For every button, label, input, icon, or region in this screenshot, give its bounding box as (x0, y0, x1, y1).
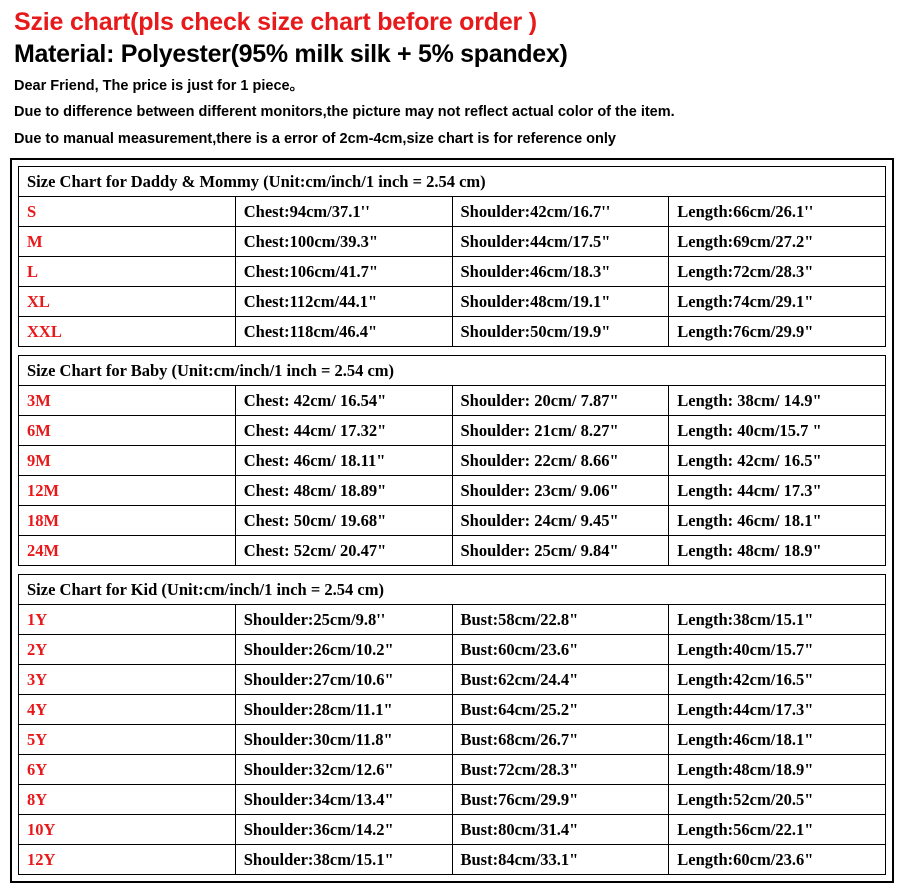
length-value: Length:38cm/15.1" (669, 605, 886, 635)
shoulder-value: Shoulder:42cm/16.7'' (452, 197, 669, 227)
bust-value: Bust:80cm/31.4" (452, 815, 669, 845)
shoulder-value: Shoulder:30cm/11.8" (235, 725, 452, 755)
chest-value: Chest: 42cm/ 16.54" (235, 386, 452, 416)
table-row (19, 785, 886, 815)
shoulder-value: Shoulder: 24cm/ 9.45" (452, 506, 669, 536)
length-value: Length:76cm/29.9" (669, 317, 886, 347)
shoulder-value: Shoulder:46cm/18.3" (452, 257, 669, 287)
note-price: Dear Friend, The price is just for 1 piece。 (14, 78, 305, 94)
table-section-header-row (19, 167, 886, 197)
table-section-header-row (19, 575, 886, 605)
bust-value: Bust:58cm/22.8" (452, 605, 669, 635)
length-value: Length:72cm/28.3" (669, 257, 886, 287)
shoulder-value: Shoulder:32cm/12.6" (235, 755, 452, 785)
shoulder-value: Shoulder: 25cm/ 9.84" (452, 536, 669, 566)
table-row (19, 665, 886, 695)
length-value: Length:42cm/16.5" (669, 665, 886, 695)
shoulder-value: Shoulder:38cm/15.1" (235, 845, 452, 875)
size-label: 3M (19, 386, 236, 416)
chest-value: Chest: 52cm/ 20.47" (235, 536, 452, 566)
chest-value: Chest:100cm/39.3" (235, 227, 452, 257)
table-row (19, 287, 886, 317)
size-label: 10Y (19, 815, 236, 845)
length-value: Length:69cm/27.2" (669, 227, 886, 257)
size-label: 8Y (19, 785, 236, 815)
length-value: Length:74cm/29.1" (669, 287, 886, 317)
table-row (19, 815, 886, 845)
shoulder-value: Shoulder: 23cm/ 9.06" (452, 476, 669, 506)
section-heading: Size Chart for Daddy & Mommy (Unit:cm/inch/1 inch = 2.54 cm) (19, 167, 886, 197)
length-value: Length:60cm/23.6" (669, 845, 886, 875)
bust-value: Bust:68cm/26.7" (452, 725, 669, 755)
table-row (19, 257, 886, 287)
shoulder-value: Shoulder:36cm/14.2" (235, 815, 452, 845)
shoulder-value: Shoulder:48cm/19.1" (452, 287, 669, 317)
size-label: XL (19, 287, 236, 317)
section-heading: Size Chart for Baby (Unit:cm/inch/1 inch = 2.54 cm) (19, 356, 886, 386)
shoulder-value: Shoulder:26cm/10.2" (235, 635, 452, 665)
table-row (19, 416, 886, 446)
section-heading: Size Chart for Kid (Unit:cm/inch/1 inch = 2.54 cm) (19, 575, 886, 605)
size-label: 12M (19, 476, 236, 506)
table-row (19, 317, 886, 347)
size-label: L (19, 257, 236, 287)
length-value: Length:46cm/18.1" (669, 725, 886, 755)
table-row (19, 227, 886, 257)
size-label: 3Y (19, 665, 236, 695)
shoulder-value: Shoulder:28cm/11.1" (235, 695, 452, 725)
size-charts-container (10, 158, 894, 883)
length-value: Length:66cm/26.1'' (669, 197, 886, 227)
note-monitor-color: Due to difference between different monitors,the picture may not reflect actual color of the item. (14, 104, 675, 121)
chest-value: Chest:94cm/37.1'' (235, 197, 452, 227)
length-value: Length: 42cm/ 16.5" (669, 446, 886, 476)
shoulder-value: Shoulder:44cm/17.5" (452, 227, 669, 257)
chest-value: Chest: 50cm/ 19.68" (235, 506, 452, 536)
size-label: 12Y (19, 845, 236, 875)
table-row (19, 476, 886, 506)
bust-value: Bust:64cm/25.2" (452, 695, 669, 725)
length-value: Length: 48cm/ 18.9" (669, 536, 886, 566)
shoulder-value: Shoulder:34cm/13.4" (235, 785, 452, 815)
table-row (19, 635, 886, 665)
size-label: XXL (19, 317, 236, 347)
table-row (19, 845, 886, 875)
table-row (19, 386, 886, 416)
size-chart-kid (18, 574, 886, 875)
chest-value: Chest:112cm/44.1" (235, 287, 452, 317)
table-row (19, 695, 886, 725)
length-value: Length:52cm/20.5" (669, 785, 886, 815)
bust-value: Bust:84cm/33.1" (452, 845, 669, 875)
bust-value: Bust:72cm/28.3" (452, 755, 669, 785)
size-label: 6M (19, 416, 236, 446)
length-value: Length: 40cm/15.7 " (669, 416, 886, 446)
shoulder-value: Shoulder:25cm/9.8'' (235, 605, 452, 635)
size-label: 6Y (19, 755, 236, 785)
length-value: Length:44cm/17.3" (669, 695, 886, 725)
length-value: Length:48cm/18.9" (669, 755, 886, 785)
chest-value: Chest: 44cm/ 17.32" (235, 416, 452, 446)
size-label: 9M (19, 446, 236, 476)
page-title: Szie chart(pls check size chart before order ) (14, 8, 537, 36)
size-chart-daddy-mommy (18, 166, 886, 347)
size-label: 2Y (19, 635, 236, 665)
table-row (19, 197, 886, 227)
table-row (19, 506, 886, 536)
shoulder-value: Shoulder:50cm/19.9" (452, 317, 669, 347)
chest-value: Chest: 48cm/ 18.89" (235, 476, 452, 506)
bust-value: Bust:62cm/24.4" (452, 665, 669, 695)
shoulder-value: Shoulder: 22cm/ 8.66" (452, 446, 669, 476)
table-row (19, 446, 886, 476)
table-row (19, 755, 886, 785)
length-value: Length: 44cm/ 17.3" (669, 476, 886, 506)
size-label: M (19, 227, 236, 257)
note-measurement-error: Due to manual measurement,there is a error of 2cm-4cm,size chart is for reference only (14, 130, 616, 147)
size-label: 5Y (19, 725, 236, 755)
size-label: 18M (19, 506, 236, 536)
chest-value: Chest:106cm/41.7" (235, 257, 452, 287)
shoulder-value: Shoulder: 21cm/ 8.27" (452, 416, 669, 446)
size-chart-baby (18, 355, 886, 566)
table-row (19, 725, 886, 755)
size-label: S (19, 197, 236, 227)
size-label: 4Y (19, 695, 236, 725)
bust-value: Bust:76cm/29.9" (452, 785, 669, 815)
bust-value: Bust:60cm/23.6" (452, 635, 669, 665)
length-value: Length:40cm/15.7" (669, 635, 886, 665)
table-section-header-row (19, 356, 886, 386)
table-row (19, 536, 886, 566)
material-title: Material: Polyester(95% milk silk + 5% spandex) (14, 39, 568, 68)
chest-value: Chest: 46cm/ 18.11" (235, 446, 452, 476)
length-value: Length: 46cm/ 18.1" (669, 506, 886, 536)
shoulder-value: Shoulder:27cm/10.6" (235, 665, 452, 695)
size-label: 1Y (19, 605, 236, 635)
shoulder-value: Shoulder: 20cm/ 7.87" (452, 386, 669, 416)
chest-value: Chest:118cm/46.4" (235, 317, 452, 347)
length-value: Length:56cm/22.1" (669, 815, 886, 845)
table-row (19, 605, 886, 635)
length-value: Length: 38cm/ 14.9" (669, 386, 886, 416)
size-label: 24M (19, 536, 236, 566)
